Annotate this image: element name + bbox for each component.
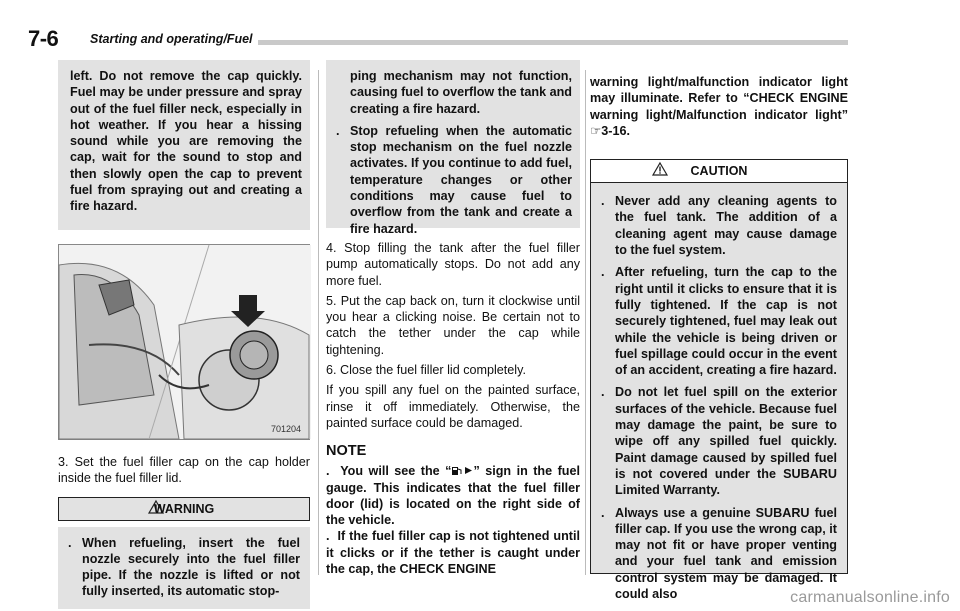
reference-icon: ☞ <box>590 123 602 138</box>
note-title: NOTE <box>326 443 367 460</box>
note-1-post: ” sign in the fuel gauge. This indicates that the fuel filler door (lid) is located on the right side of the vehicle. <box>326 464 580 528</box>
fuel-cap-figure <box>58 244 310 440</box>
bullet-mark: . <box>68 535 72 550</box>
column-1 <box>58 60 310 609</box>
column-divider-2 <box>585 70 586 575</box>
watermark: carmanualsonline.info <box>790 589 950 606</box>
note-2-text: If the fuel filler cap is not tightened until it clicks or if the tether is caught under the cap, the CHECK ENGINE <box>326 529 580 577</box>
continuation-text: warning light/malfunction indicator light may illuminate. Refer to “CHECK ENGINE warning light/Malfunction indicator light” <box>590 75 848 122</box>
bullet-mark: . <box>601 194 605 209</box>
figure-code: 701204 <box>270 424 301 434</box>
caution-bullet-2 <box>601 264 837 378</box>
bullet-mark: . <box>601 385 605 400</box>
step-5: 5. Put the cap back on, turn it clockwise until you hear a clicking noise. Be certain not to catch the tether under the cap while tightening. <box>326 293 580 357</box>
warning-box <box>58 527 310 609</box>
note-1-pre: You will see the “ <box>340 464 452 479</box>
note-1 <box>326 463 580 528</box>
spill-note: If you spill any fuel on the painted surface, rinse it off immediately. Otherwise, the painted surface could be damaged. <box>326 383 580 430</box>
caution-bullet-text: After refueling, turn the cap to the right until it clicks to ensure that it is fully tightened. If the cap is not securely tightened, fuel may leak out while the vehicle is being driven or fuel spillage could occur in the event of an accident, creating a fire hazard. <box>615 265 837 378</box>
warning-label: WARNING <box>153 501 215 516</box>
page-number: 7-6 <box>28 26 59 51</box>
warning-continuation-box-2 <box>326 60 580 236</box>
page-header <box>28 26 848 52</box>
warning-bullet-text-2: Stop refueling when the automatic stop mechanism on the fuel nozzle activates. If you continue to add fuel, temperature changes or other conditions may cause fuel to overflow from the tank and create a fire hazard. <box>350 123 572 236</box>
step-6: 6. Close the fuel filler lid completely. <box>326 363 526 378</box>
step-4: 4. Stop filling the tank after the fuel filler pump automatically stops. Do not add any more fuel. <box>326 241 580 288</box>
section-title: Starting and operating/Fuel <box>90 32 253 46</box>
fuel-pump-arrow-icon <box>451 465 473 476</box>
header-rule <box>258 40 848 45</box>
warning-header <box>58 497 310 521</box>
caution-bullet-text: Always use a genuine SUBARU fuel filler cap. If you use the wrong cap, it may not fit or have proper venting and your fuel tank and emission control system may be damaged. It could also <box>615 505 837 602</box>
warning-bullet-2 <box>336 123 572 237</box>
warning-continuation-text-2: ping mechanism may not function, causing fuel to overflow the tank and creating a fire hazard. <box>350 69 572 116</box>
reference-page: 3-16. <box>601 123 631 138</box>
caution-label: CAUTION <box>690 164 748 179</box>
caution-header <box>590 159 848 183</box>
bullet-mark: . <box>601 265 605 280</box>
caution-bullet-4 <box>601 505 837 603</box>
warning-bullet-text: When refueling, insert the fuel nozzle securely into the fuel filler pipe. If the nozzle is lifted or not fully inserted, its automatic stop- <box>82 535 300 599</box>
caution-box <box>590 183 848 602</box>
check-engine-continuation <box>590 74 848 139</box>
bullet-mark: . <box>326 464 330 479</box>
bullet-mark: . <box>336 123 340 138</box>
step-3: 3. Set the fuel filler cap on the cap holder inside the fuel filler lid. <box>58 455 310 486</box>
bullet-mark: . <box>326 529 330 544</box>
caution-bullet-3 <box>601 384 837 498</box>
warning-bullet <box>68 535 300 600</box>
note-2 <box>326 528 580 577</box>
column-2 <box>326 60 580 577</box>
caution-bullet-text: Never add any cleaning agents to the fuel tank. The addition of a cleaning agent may cause damage to the fuel system. <box>615 194 837 258</box>
caution-bullet-text: Do not let fuel spill on the exterior surfaces of the vehicle. Because fuel may damage the paint, be sure to wipe off any spilled fuel quickly. Paint damage caused by spilled fuel is not covered under the SUBARU Limited Warranty. <box>615 385 837 498</box>
column-divider-1 <box>318 70 319 575</box>
column-3 <box>590 60 848 602</box>
fuel-filler-illustration <box>59 245 311 439</box>
warning-continuation-text: left. Do not remove the cap quickly. Fuel may be under pressure and spray out of the fuel filler neck, especially in hot weather. If you hear a hissing sound while you are removing the cap, wait for the sound to stop and then slowly open the cap to prevent fuel from spraying out and creating a fire hazard. <box>70 69 302 214</box>
caution-bullet-1 <box>601 193 837 258</box>
bullet-mark: . <box>601 505 605 520</box>
warning-continuation-box <box>58 60 310 230</box>
